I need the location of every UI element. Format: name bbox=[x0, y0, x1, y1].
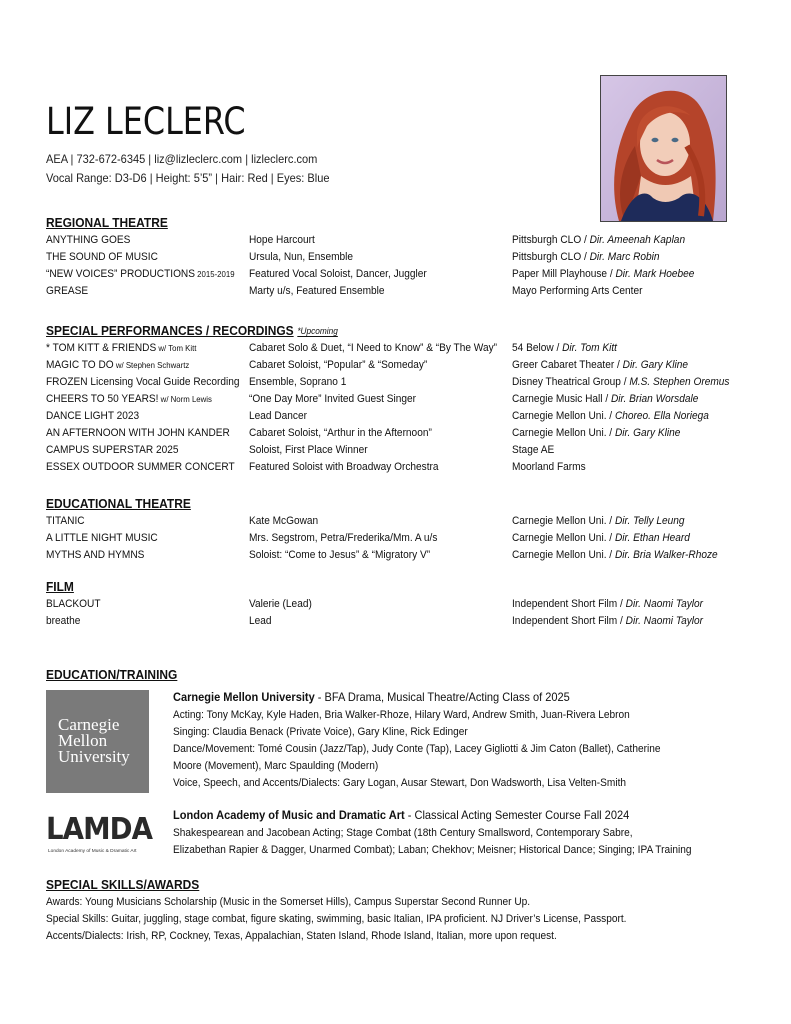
lamda-logo-subtitle: London Academy of Music & Dramatic Art bbox=[48, 849, 137, 854]
regional-credits bbox=[46, 232, 746, 300]
credit-row bbox=[46, 530, 746, 547]
lamda-detail-line: Elizabethan Rapier & Dagger, Unarmed Combat); Laban; Chekhov; Meisner; Historical Dance; Singing; IPA Training bbox=[173, 844, 692, 856]
credit-venue: Carnegie Mellon Uni. / Dir. Ethan Heard bbox=[512, 532, 690, 544]
cmu-detail-line: Singing: Claudia Benack (Private Voice), Gary Kline, Rick Edinger bbox=[173, 726, 468, 738]
special-skills-line: Special Skills: Guitar, juggling, stage combat, figure skating, swimming, basic Italian, IPA proficient. NJ Driver’s License, Passport. bbox=[46, 913, 627, 925]
credit-show: DANCE LIGHT 2023 bbox=[46, 410, 140, 422]
credit-venue: Stage AE bbox=[512, 444, 555, 456]
lamda-training bbox=[173, 806, 733, 859]
credit-venue: Carnegie Mellon Uni. / Dir. Bria Walker-Rhoze bbox=[512, 549, 718, 561]
credit-venue: Disney Theatrical Group / M.S. Stephen Oremus bbox=[512, 376, 730, 388]
credit-venue: Pittsburgh CLO / Dir. Marc Robin bbox=[512, 251, 660, 263]
educational-credits bbox=[46, 513, 746, 564]
credit-row bbox=[46, 596, 746, 613]
credit-role: Lead bbox=[249, 615, 272, 627]
credit-show: MYTHS AND HYMNS bbox=[46, 549, 145, 561]
credit-venue: Paper Mill Playhouse / Dir. Mark Hoebee bbox=[512, 268, 695, 280]
lamda-logo-word: LAMDA bbox=[46, 812, 153, 847]
credit-role: Featured Soloist with Broadway Orchestra bbox=[249, 461, 439, 473]
credit-role: Cabaret Soloist, “Arthur in the Afternoon” bbox=[249, 427, 432, 439]
lamda-heading bbox=[173, 806, 733, 825]
credit-row bbox=[46, 357, 746, 374]
special-title-text: SPECIAL PERFORMANCES / RECORDINGS bbox=[46, 323, 294, 338]
cmu-detail-line: Moore (Movement), Marc Spaulding (Modern) bbox=[173, 760, 379, 772]
cmu-logo-line: University bbox=[58, 747, 130, 766]
credit-show: GREASE bbox=[46, 285, 89, 297]
credit-show: ESSEX OUTDOOR SUMMER CONCERT bbox=[46, 461, 235, 473]
credit-row bbox=[46, 232, 746, 249]
credit-venue: Greer Cabaret Theater / Dir. Gary Kline bbox=[512, 359, 689, 371]
credit-role: Ensemble, Soprano 1 bbox=[249, 376, 347, 388]
special-credits bbox=[46, 340, 746, 476]
headshot-photo bbox=[600, 75, 727, 222]
credit-role: Ursula, Nun, Ensemble bbox=[249, 251, 354, 263]
section-title-education: EDUCATION/TRAINING bbox=[46, 667, 178, 682]
headshot-image bbox=[601, 76, 726, 221]
credit-role: “One Day More” Invited Guest Singer bbox=[249, 393, 417, 405]
film-credits bbox=[46, 596, 746, 630]
credit-venue: Carnegie Mellon Uni. / Dir. Gary Kline bbox=[512, 427, 681, 439]
cmu-detail-line: Voice, Speech, and Accents/Dialects: Gary Logan, Ausar Stewart, Don Wadsworth, Lisa Velten-Smith bbox=[173, 777, 627, 789]
credit-row bbox=[46, 513, 746, 530]
lamda-detail-line: Shakespearean and Jacobean Acting; Stage Combat (18th Century Smallsword, Contemporary Sabre, bbox=[173, 827, 633, 839]
credit-role: Kate McGowan bbox=[249, 515, 319, 527]
actor-name: LIZ LECLERC bbox=[46, 100, 246, 143]
cmu-heading bbox=[173, 688, 733, 707]
credit-row bbox=[46, 613, 746, 630]
physical-stats: Vocal Range: D3-D6 | Height: 5’5” | Hair: Red | Eyes: Blue bbox=[46, 171, 330, 185]
lamda-school-name: London Academy of Music and Dramatic Art bbox=[173, 808, 405, 822]
section-title-skills: SPECIAL SKILLS/AWARDS bbox=[46, 877, 200, 892]
upcoming-note: *Upcoming bbox=[297, 326, 338, 336]
special-skills-section bbox=[46, 876, 746, 945]
special-performances-section bbox=[46, 322, 746, 476]
credit-show: * TOM KITT & FRIENDS w/ Tom Kitt bbox=[46, 342, 197, 354]
credit-show: breathe bbox=[46, 615, 81, 627]
cmu-detail-line: Dance/Movement: Tomé Cousin (Jazz/Tap), Judy Conte (Tap), Lacey Gigliotti & Jim Caton (Ballet), Catherine bbox=[173, 743, 661, 755]
credit-show: BLACKOUT bbox=[46, 598, 101, 610]
credit-role: Hope Harcourt bbox=[249, 234, 315, 246]
credit-venue: Carnegie Mellon Uni. / Dir. Telly Leung bbox=[512, 515, 685, 527]
credit-role: Mrs. Segstrom, Petra/Frederika/Mm. A u/s bbox=[249, 532, 438, 544]
credit-row bbox=[46, 249, 746, 266]
section-title-special bbox=[46, 322, 690, 340]
credit-role: Soloist: “Come to Jesus” & “Migratory V” bbox=[249, 549, 431, 561]
education-section bbox=[46, 666, 746, 684]
credit-show: MAGIC TO DO w/ Stephen Schwartz bbox=[46, 359, 190, 371]
regional-theatre-section bbox=[46, 214, 746, 300]
credit-venue: Independent Short Film / Dir. Naomi Taylor bbox=[512, 615, 704, 627]
credit-row bbox=[46, 340, 746, 357]
credit-row bbox=[46, 391, 746, 408]
credit-venue: Pittsburgh CLO / Dir. Ameenah Kaplan bbox=[512, 234, 686, 246]
credit-show: TITANIC bbox=[46, 515, 85, 527]
cmu-logo bbox=[46, 690, 149, 793]
cmu-logo-line: Carnegie bbox=[58, 715, 120, 734]
credit-row bbox=[46, 547, 746, 564]
awards-line: Awards: Young Musicians Scholarship (Music in the Somerset Hills), Campus Superstar Second Runner Up. bbox=[46, 896, 531, 908]
cmu-program: - BFA Drama, Musical Theatre/Acting Class of 2025 bbox=[314, 690, 570, 704]
credit-row bbox=[46, 266, 746, 283]
credit-row bbox=[46, 442, 746, 459]
credit-show: A LITTLE NIGHT MUSIC bbox=[46, 532, 158, 544]
film-section bbox=[46, 578, 746, 630]
credit-role: Cabaret Soloist, “Popular” & “Someday” bbox=[249, 359, 428, 371]
credit-role: Cabaret Solo & Duet, “I Need to Know” & “By The Way” bbox=[249, 342, 498, 354]
credit-show: FROZEN Licensing Vocal Guide Recording bbox=[46, 376, 240, 388]
cmu-training bbox=[173, 688, 733, 792]
credit-row bbox=[46, 408, 746, 425]
section-title-regional: REGIONAL THEATRE bbox=[46, 215, 168, 230]
credit-row bbox=[46, 283, 746, 300]
credit-row bbox=[46, 459, 746, 476]
cmu-detail-line: Acting: Tony McKay, Kyle Haden, Bria Walker-Rhoze, Hilary Ward, Andrew Smith, Juan-Rivera Lebron bbox=[173, 709, 630, 721]
section-title-educational: EDUCATIONAL THEATRE bbox=[46, 496, 191, 511]
credit-venue: Moorland Farms bbox=[512, 461, 586, 473]
credit-venue: 54 Below / Dir. Tom Kitt bbox=[512, 342, 617, 354]
cmu-school-name: Carnegie Mellon University bbox=[173, 690, 315, 704]
contact-info: AEA | 732-672-6345 | liz@lizleclerc.com | lizleclerc.com bbox=[46, 152, 318, 166]
credit-show: THE SOUND OF MUSIC bbox=[46, 251, 158, 263]
accents-line: Accents/Dialects: Irish, RP, Cockney, Texas, Appalachian, Staten Island, Rhode Island, Italian, more upon request. bbox=[46, 930, 557, 942]
cmu-logo-line: Mellon bbox=[58, 731, 108, 750]
credit-role: Soloist, First Place Winner bbox=[249, 444, 368, 456]
credit-venue: Carnegie Mellon Uni. / Choreo. Ella Noriega bbox=[512, 410, 709, 422]
credit-venue: Carnegie Music Hall / Dir. Brian Worsdale bbox=[512, 393, 699, 405]
section-title-film: FILM bbox=[46, 579, 74, 594]
credit-row bbox=[46, 425, 746, 442]
educational-theatre-section bbox=[46, 495, 746, 564]
credit-show: ANYTHING GOES bbox=[46, 234, 131, 246]
credit-venue: Independent Short Film / Dir. Naomi Taylor bbox=[512, 598, 704, 610]
credit-show: CAMPUS SUPERSTAR 2025 bbox=[46, 444, 179, 456]
credit-role: Marty u/s, Featured Ensemble bbox=[249, 285, 385, 297]
credit-venue: Mayo Performing Arts Center bbox=[512, 285, 643, 297]
credit-row bbox=[46, 374, 746, 391]
credit-role: Featured Vocal Soloist, Dancer, Juggler bbox=[249, 268, 427, 280]
credit-show: AN AFTERNOON WITH JOHN KANDER bbox=[46, 427, 230, 439]
credit-show: “NEW VOICES” PRODUCTIONS 2015-2019 bbox=[46, 268, 235, 280]
credit-role: Valerie (Lead) bbox=[249, 598, 312, 610]
lamda-logo bbox=[46, 812, 152, 858]
credit-show: CHEERS TO 50 YEARS! w/ Norm Lewis bbox=[46, 393, 212, 405]
lamda-program: - Classical Acting Semester Course Fall 2024 bbox=[404, 808, 630, 822]
credit-role: Lead Dancer bbox=[249, 410, 307, 422]
